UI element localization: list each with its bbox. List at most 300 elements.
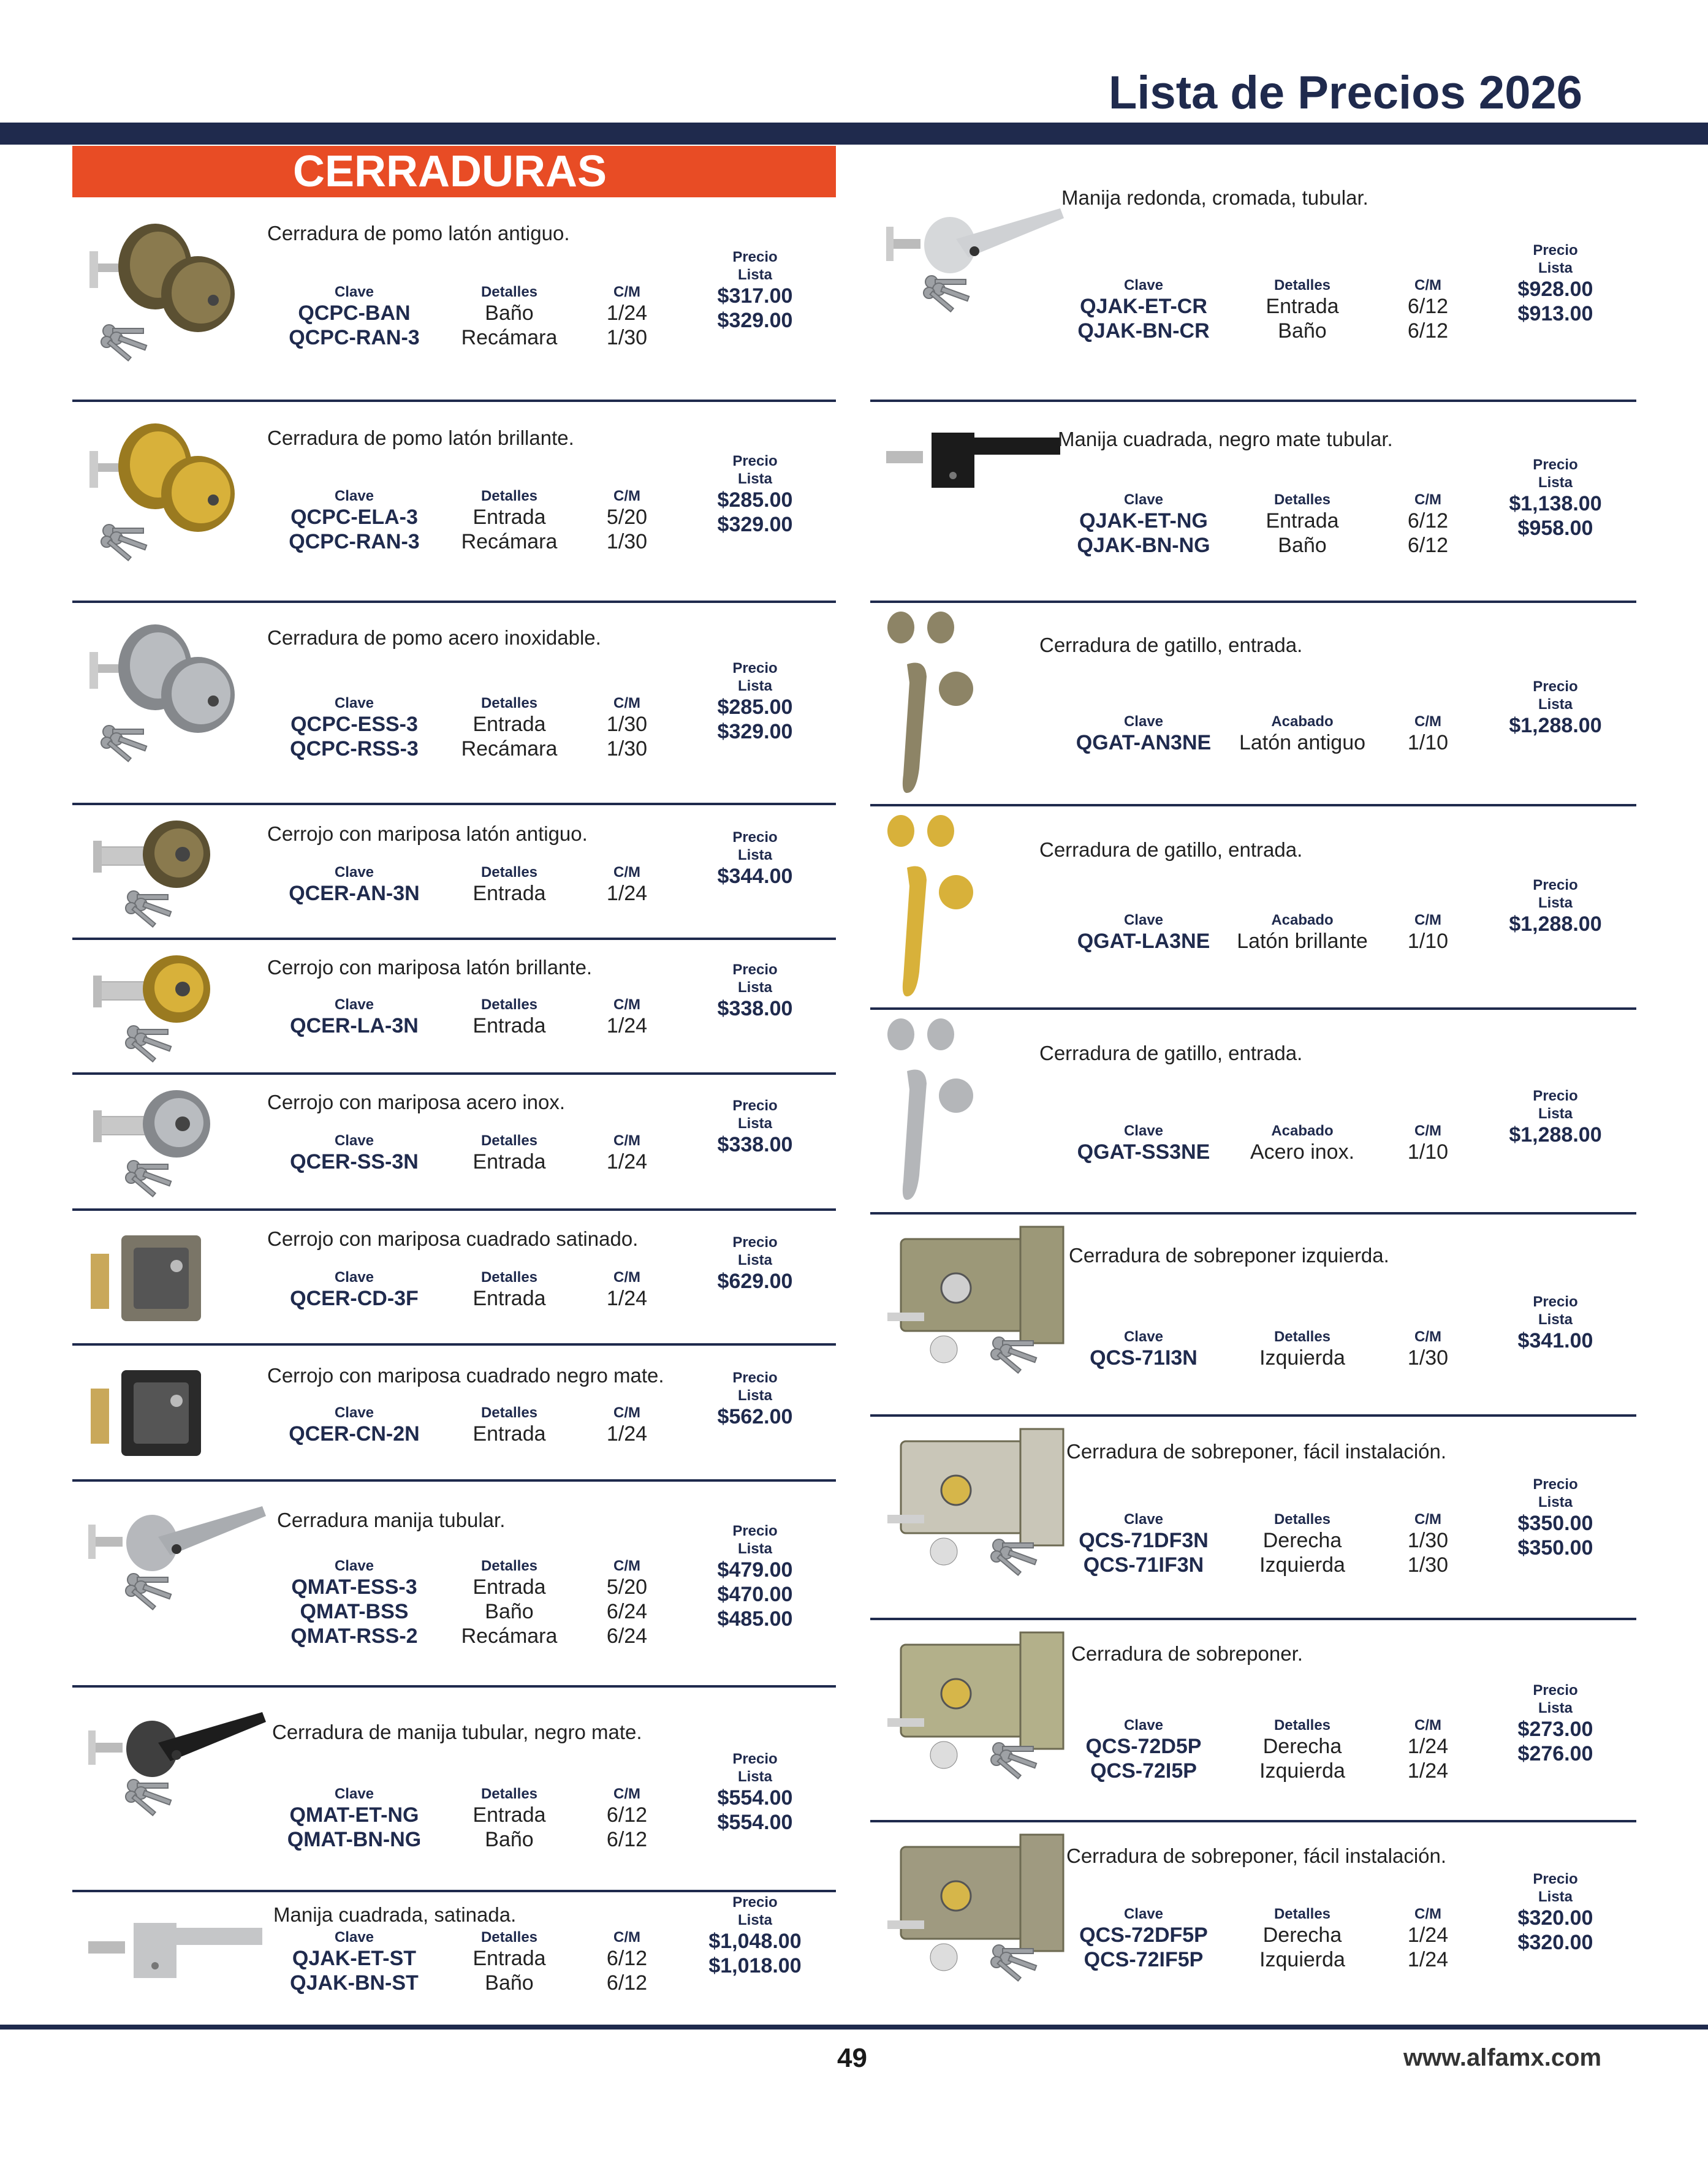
cm-column — [1408, 1717, 1448, 1783]
clave-column — [1090, 1328, 1197, 1370]
product-detail: Entrada — [1266, 509, 1339, 533]
precio-column — [1509, 678, 1601, 738]
product-detail: Baño — [485, 1971, 534, 1995]
product-image — [85, 811, 226, 937]
precio-header-2: Lista — [737, 471, 772, 487]
product-code: QCER-CD-3F — [290, 1287, 419, 1310]
precio-header-1: Precio — [732, 1523, 778, 1539]
product-image — [85, 609, 244, 778]
precio-header-2: Lista — [1538, 1700, 1573, 1716]
product-item — [870, 603, 1636, 806]
precio-header-1: Precio — [1533, 678, 1578, 695]
product-image — [85, 1081, 226, 1207]
product-item — [72, 1075, 836, 1211]
precio-header-1: Precio — [732, 1097, 778, 1114]
product-cm: 6/12 — [606, 1803, 648, 1827]
product-item — [870, 184, 1636, 402]
product-price: $341.00 — [1517, 1329, 1593, 1352]
precio-header-1: Precio — [1533, 877, 1578, 893]
product-cm: 6/12 — [606, 1971, 648, 1995]
detalles-header: Detalles — [480, 1786, 538, 1802]
product-description: Cerradura de pomo latón antiguo. — [267, 222, 570, 244]
product-detail: Baño — [1278, 319, 1327, 343]
precio-column — [718, 1369, 793, 1429]
detalles-column — [1239, 713, 1365, 755]
clave-column — [290, 1929, 419, 1995]
precio-header-2: Lista — [1538, 1311, 1573, 1328]
clave-column — [1079, 1511, 1209, 1577]
product-image — [85, 1488, 268, 1626]
product-detail: Izquierda — [1259, 1948, 1345, 1971]
clave-header: Clave — [334, 1786, 374, 1802]
clave-header: Clave — [1123, 277, 1164, 294]
clave-header: Clave — [334, 1558, 374, 1574]
clave-header: Clave — [1123, 1328, 1164, 1345]
product-item — [72, 1892, 836, 2027]
cm-header: C/M — [613, 695, 640, 711]
product-description: Cerradura de gatillo, entrada. — [1039, 634, 1303, 656]
product-item — [72, 805, 836, 940]
clave-header: Clave — [334, 1269, 374, 1286]
product-detail: Entrada — [473, 1575, 546, 1599]
product-detail: Izquierda — [1259, 1553, 1345, 1577]
product-image — [882, 1829, 1085, 1991]
detalles-column — [473, 1786, 545, 1852]
precio-header-1: Precio — [732, 961, 778, 978]
precio-header-2: Lista — [1538, 696, 1573, 713]
product-detail: Latón brillante — [1237, 930, 1368, 953]
product-cm: 6/24 — [606, 1624, 648, 1648]
product-detail: Recámara — [461, 530, 558, 553]
page-title: Lista de Precios 2026 — [1108, 67, 1582, 119]
detalles-header: Acabado — [1271, 912, 1334, 928]
product-code: QGAT-AN3NE — [1076, 731, 1212, 754]
precio-header-1: Precio — [1533, 457, 1578, 473]
product-detail: Baño — [485, 1600, 534, 1623]
detalles-column — [473, 864, 545, 906]
product-item — [72, 402, 836, 603]
detalles-header: Detalles — [480, 1558, 538, 1574]
precio-header-1: Precio — [732, 1370, 778, 1386]
product-item — [72, 1688, 836, 1892]
cm-column — [1408, 491, 1448, 558]
product-detail: Entrada — [473, 1422, 546, 1446]
clave-column — [289, 284, 419, 350]
detalles-header: Acabado — [1271, 1123, 1334, 1139]
product-cm: 6/12 — [606, 1828, 648, 1851]
precio-column — [1518, 1870, 1593, 1955]
product-item — [72, 1482, 836, 1688]
product-cm: 6/24 — [606, 1600, 648, 1623]
product-item — [870, 1215, 1636, 1417]
product-price: $276.00 — [1517, 1742, 1593, 1765]
product-price: $1,048.00 — [708, 1930, 802, 1953]
precio-header-1: Precio — [1533, 1682, 1578, 1699]
precio-header-2: Lista — [737, 847, 772, 863]
precio-header-1: Precio — [1533, 1294, 1578, 1310]
precio-header-2: Lista — [737, 1115, 772, 1132]
product-code: QJAK-BN-ST — [290, 1971, 419, 1995]
product-code: QCER-AN-3N — [289, 882, 420, 905]
cm-column — [1408, 713, 1448, 755]
product-image — [85, 1898, 268, 2024]
detalles-header: Detalles — [480, 488, 538, 504]
product-price: $485.00 — [717, 1607, 793, 1631]
product-code: QCS-71DF3N — [1079, 1529, 1209, 1552]
product-image — [882, 1221, 1085, 1383]
cm-header: C/M — [1414, 1328, 1441, 1345]
product-description: Cerradura de sobreponer, fácil instalación. — [1066, 1440, 1447, 1463]
product-cm: 1/10 — [1407, 1140, 1449, 1164]
product-description: Cerrojo con mariposa latón brillante. — [267, 956, 593, 979]
product-price: $344.00 — [717, 865, 793, 888]
product-cm: 1/24 — [606, 1014, 648, 1037]
product-description: Manija redonda, cromada, tubular. — [1061, 186, 1368, 209]
clave-header: Clave — [1123, 1906, 1164, 1922]
detalles-header: Detalles — [1273, 1906, 1331, 1922]
product-price: $958.00 — [1517, 517, 1593, 540]
product-detail: Entrada — [473, 1287, 546, 1310]
clave-column — [1076, 713, 1211, 755]
clave-column — [1079, 1906, 1208, 1972]
detalles-header: Detalles — [1273, 1511, 1331, 1528]
product-detail: Recámara — [461, 326, 558, 349]
cm-column — [607, 1786, 647, 1852]
product-description: Cerrojo con mariposa acero inox. — [267, 1091, 566, 1113]
footer-bar — [0, 2025, 1708, 2030]
clave-header: Clave — [334, 1132, 374, 1149]
precio-header-2: Lista — [737, 1387, 772, 1404]
clave-header: Clave — [334, 864, 374, 881]
precio-column — [718, 1234, 793, 1294]
precio-header-2: Lista — [1538, 474, 1573, 491]
clave-column — [290, 1558, 417, 1648]
precio-header-2: Lista — [1538, 1494, 1573, 1510]
product-detail: Izquierda — [1259, 1759, 1345, 1783]
detalles-column — [1259, 1717, 1345, 1783]
product-code: QCPC-RAN-3 — [289, 530, 420, 553]
precio-header-2: Lista — [737, 1768, 772, 1785]
clave-column — [290, 996, 419, 1038]
product-price: $1,018.00 — [708, 1954, 802, 1977]
product-item — [870, 1417, 1636, 1620]
cm-column — [1408, 912, 1448, 953]
detalles-header: Detalles — [1273, 491, 1331, 508]
category-banner — [72, 146, 836, 197]
cm-column — [607, 1269, 647, 1311]
product-description: Cerradura de pomo latón brillante. — [267, 426, 574, 449]
precio-header-1: Precio — [732, 453, 778, 469]
precio-header-2: Lista — [1538, 895, 1573, 911]
clave-header: Clave — [1123, 1511, 1164, 1528]
cm-column — [1408, 277, 1448, 343]
product-cm: 1/24 — [606, 1287, 648, 1310]
product-price: $329.00 — [717, 309, 793, 332]
product-price: $913.00 — [1517, 302, 1593, 325]
product-price: $329.00 — [717, 513, 793, 536]
product-price: $350.00 — [1517, 1536, 1593, 1560]
detalles-column — [473, 1404, 545, 1446]
detalles-column — [1266, 491, 1338, 558]
product-cm: 1/24 — [606, 1150, 648, 1173]
product-code: QJAK-ET-ST — [292, 1947, 417, 1970]
product-cm: 1/24 — [1407, 1759, 1449, 1783]
product-cm: 5/20 — [606, 1575, 648, 1599]
detalles-column — [461, 488, 558, 554]
precio-header-2: Lista — [737, 678, 772, 694]
detalles-header: Detalles — [1273, 1717, 1331, 1734]
clave-header: Clave — [1123, 1717, 1164, 1734]
product-detail: Recámara — [461, 737, 558, 760]
precio-column — [718, 1097, 793, 1157]
product-image — [85, 408, 244, 577]
product-cm: 6/12 — [1407, 509, 1449, 533]
cm-column — [607, 488, 647, 554]
detalles-column — [473, 1929, 545, 1995]
precio-header-2: Lista — [737, 1541, 772, 1557]
product-image — [882, 1423, 1085, 1585]
precio-column — [1518, 241, 1593, 326]
cm-header: C/M — [613, 1269, 640, 1286]
product-item — [72, 202, 836, 402]
cm-header: C/M — [1414, 912, 1441, 928]
product-description: Cerrojo con mariposa cuadrado negro mate. — [267, 1364, 664, 1387]
precio-column — [718, 248, 793, 333]
detalles-column — [461, 695, 558, 761]
product-detail: Derecha — [1262, 1735, 1342, 1758]
product-code: QCPC-ESS-3 — [290, 713, 418, 736]
product-cm: 6/12 — [1407, 295, 1449, 318]
product-image — [85, 1694, 268, 1832]
clave-header: Clave — [334, 996, 374, 1013]
product-price: $338.00 — [717, 1133, 793, 1156]
cm-header: C/M — [613, 1929, 640, 1946]
product-code: QCS-71IF3N — [1083, 1553, 1204, 1577]
product-code: QCS-72D5P — [1085, 1735, 1202, 1758]
cm-column — [607, 1929, 647, 1995]
precio-header-2: Lista — [737, 979, 772, 996]
detalles-column — [461, 1558, 558, 1648]
product-image — [882, 1626, 1085, 1789]
product-cm: 1/24 — [606, 301, 648, 325]
product-cm: 1/24 — [606, 1422, 648, 1446]
product-price: $317.00 — [717, 284, 793, 308]
detalles-header: Detalles — [480, 695, 538, 711]
product-detail: Entrada — [473, 1947, 546, 1970]
product-cm: 1/30 — [606, 326, 648, 349]
clave-header: Clave — [1123, 1123, 1164, 1139]
product-code: QCER-CN-2N — [289, 1422, 420, 1446]
product-detail: Acero inox. — [1250, 1140, 1355, 1164]
product-description: Manija cuadrada, satinada. — [273, 1903, 517, 1926]
product-image — [882, 813, 981, 1012]
product-detail: Derecha — [1262, 1529, 1342, 1552]
detalles-column — [1259, 1511, 1345, 1577]
product-price: $350.00 — [1517, 1512, 1593, 1535]
header-bar — [0, 123, 1708, 145]
product-price: $273.00 — [1517, 1718, 1593, 1741]
cm-column — [1408, 1123, 1448, 1164]
product-detail: Entrada — [473, 506, 546, 529]
precio-header-1: Precio — [732, 1894, 778, 1911]
precio-column — [1509, 456, 1601, 540]
product-detail: Baño — [485, 301, 534, 325]
cm-header: C/M — [613, 284, 640, 300]
product-detail: Entrada — [473, 1014, 546, 1037]
detalles-column — [1250, 1123, 1354, 1164]
product-item — [72, 1211, 836, 1346]
cm-header: C/M — [1414, 713, 1441, 730]
clave-header: Clave — [1123, 912, 1164, 928]
cm-header: C/M — [613, 1132, 640, 1149]
product-image — [85, 208, 244, 377]
product-description: Cerradura de manija tubular, negro mate. — [272, 1721, 642, 1743]
page-number: 49 — [837, 2043, 867, 2073]
clave-header: Clave — [334, 695, 374, 711]
product-price: $1,138.00 — [1509, 492, 1602, 515]
precio-header-1: Precio — [1533, 1088, 1578, 1104]
product-price: $285.00 — [717, 488, 793, 512]
product-detail: Entrada — [473, 713, 546, 736]
product-detail: Baño — [485, 1828, 534, 1851]
detalles-column — [1259, 1328, 1345, 1370]
product-cm: 1/30 — [606, 737, 648, 760]
clave-header: Clave — [1123, 713, 1164, 730]
product-price: $554.00 — [717, 1811, 793, 1834]
detalles-header: Detalles — [480, 1404, 538, 1421]
precio-header-1: Precio — [732, 1234, 778, 1251]
product-code: QMAT-ET-NG — [289, 1803, 419, 1827]
product-description: Cerradura de sobreponer. — [1071, 1642, 1303, 1665]
product-code: QCS-71I3N — [1090, 1346, 1197, 1370]
detalles-header: Detalles — [1273, 277, 1331, 294]
cm-column — [1408, 1511, 1448, 1577]
detalles-column — [1266, 277, 1338, 343]
cm-column — [607, 284, 647, 350]
product-cm: 1/10 — [1407, 731, 1449, 754]
product-price: $554.00 — [717, 1786, 793, 1810]
product-description: Cerradura de pomo acero inoxidable. — [267, 626, 601, 649]
detalles-header: Detalles — [480, 1929, 538, 1946]
precio-column — [1518, 1681, 1593, 1766]
clave-column — [289, 488, 419, 554]
product-code: QMAT-BN-NG — [287, 1828, 422, 1851]
product-image — [85, 1352, 219, 1477]
product-detail: Derecha — [1262, 1924, 1342, 1947]
product-price: $1,288.00 — [1509, 912, 1602, 936]
product-price: $479.00 — [717, 1558, 793, 1582]
product-price: $1,288.00 — [1509, 1123, 1602, 1147]
detalles-header: Detalles — [480, 284, 538, 300]
cm-header: C/M — [1414, 1511, 1441, 1528]
product-price: $338.00 — [717, 997, 793, 1020]
product-item — [72, 603, 836, 805]
precio-column — [1509, 876, 1601, 936]
product-detail: Recámara — [461, 1624, 558, 1648]
product-image — [85, 1217, 219, 1343]
precio-header-1: Precio — [1533, 242, 1578, 259]
product-price: $629.00 — [717, 1270, 793, 1293]
cm-column — [607, 1558, 647, 1648]
clave-column — [1086, 1717, 1202, 1783]
clave-header: Clave — [334, 1929, 374, 1946]
product-price: $285.00 — [717, 696, 793, 719]
precio-header-2: Lista — [1538, 1105, 1573, 1122]
product-description: Cerradura de gatillo, entrada. — [1039, 838, 1303, 861]
product-detail: Entrada — [473, 1803, 546, 1827]
clave-column — [290, 695, 419, 761]
clave-column — [289, 1404, 419, 1446]
clave-column — [290, 1132, 419, 1174]
clave-header: Clave — [334, 1404, 374, 1421]
product-description: Cerradura de sobreponer izquierda. — [1069, 1244, 1389, 1267]
product-code: QMAT-ESS-3 — [291, 1575, 417, 1599]
cm-column — [1408, 1328, 1448, 1370]
product-image — [85, 946, 226, 1072]
precio-column — [718, 828, 793, 889]
category-title: CERRADURAS — [293, 147, 607, 196]
product-cm: 1/24 — [1407, 1948, 1449, 1971]
product-detail: Latón antiguo — [1239, 731, 1366, 754]
product-code: QCPC-RAN-3 — [289, 326, 420, 349]
precio-header-2: Lista — [1538, 1889, 1573, 1905]
precio-column — [718, 659, 793, 744]
product-code: QCER-LA-3N — [290, 1014, 419, 1037]
precio-column — [708, 1893, 801, 1978]
precio-column — [718, 452, 793, 537]
product-code: QCS-72DF5P — [1079, 1924, 1208, 1947]
precio-column — [1509, 1087, 1601, 1147]
detalles-header: Detalles — [480, 996, 538, 1013]
cm-column — [607, 996, 647, 1038]
cm-header: C/M — [1414, 277, 1441, 294]
precio-header-2: Lista — [737, 267, 772, 283]
product-cm: 1/24 — [1407, 1735, 1449, 1758]
product-description: Manija cuadrada, negro mate tubular. — [1058, 428, 1393, 450]
clave-column — [1077, 912, 1210, 953]
cm-header: C/M — [613, 1404, 640, 1421]
product-code: QMAT-RSS-2 — [290, 1624, 418, 1648]
precio-column — [718, 1750, 793, 1835]
detalles-column — [461, 284, 558, 350]
product-code: QGAT-SS3NE — [1077, 1140, 1210, 1164]
cm-header: C/M — [613, 864, 640, 881]
precio-header-2: Lista — [1538, 260, 1573, 276]
detalles-header: Detalles — [1273, 1328, 1331, 1345]
product-image — [882, 609, 981, 808]
cm-header: C/M — [613, 1786, 640, 1802]
product-cm: 1/30 — [1407, 1553, 1449, 1577]
product-code: QCPC-RSS-3 — [290, 737, 419, 760]
product-item — [870, 1822, 1636, 2027]
precio-header-1: Precio — [732, 249, 778, 265]
cm-header: C/M — [1414, 1123, 1441, 1139]
product-code: QGAT-LA3NE — [1077, 930, 1210, 953]
product-code: QCPC-BAN — [298, 301, 411, 325]
product-item — [72, 1346, 836, 1482]
detalles-column — [473, 996, 545, 1038]
product-price: $320.00 — [1517, 1906, 1593, 1930]
detalles-header: Detalles — [480, 1269, 538, 1286]
precio-header-1: Precio — [1533, 1476, 1578, 1493]
product-detail: Entrada — [1266, 295, 1339, 318]
product-detail: Entrada — [473, 882, 546, 905]
product-cm: 6/12 — [606, 1947, 648, 1970]
precio-column — [1518, 1293, 1593, 1353]
product-cm: 6/12 — [1407, 534, 1449, 557]
product-code: QJAK-BN-NG — [1077, 534, 1210, 557]
product-detail: Entrada — [473, 1150, 546, 1173]
